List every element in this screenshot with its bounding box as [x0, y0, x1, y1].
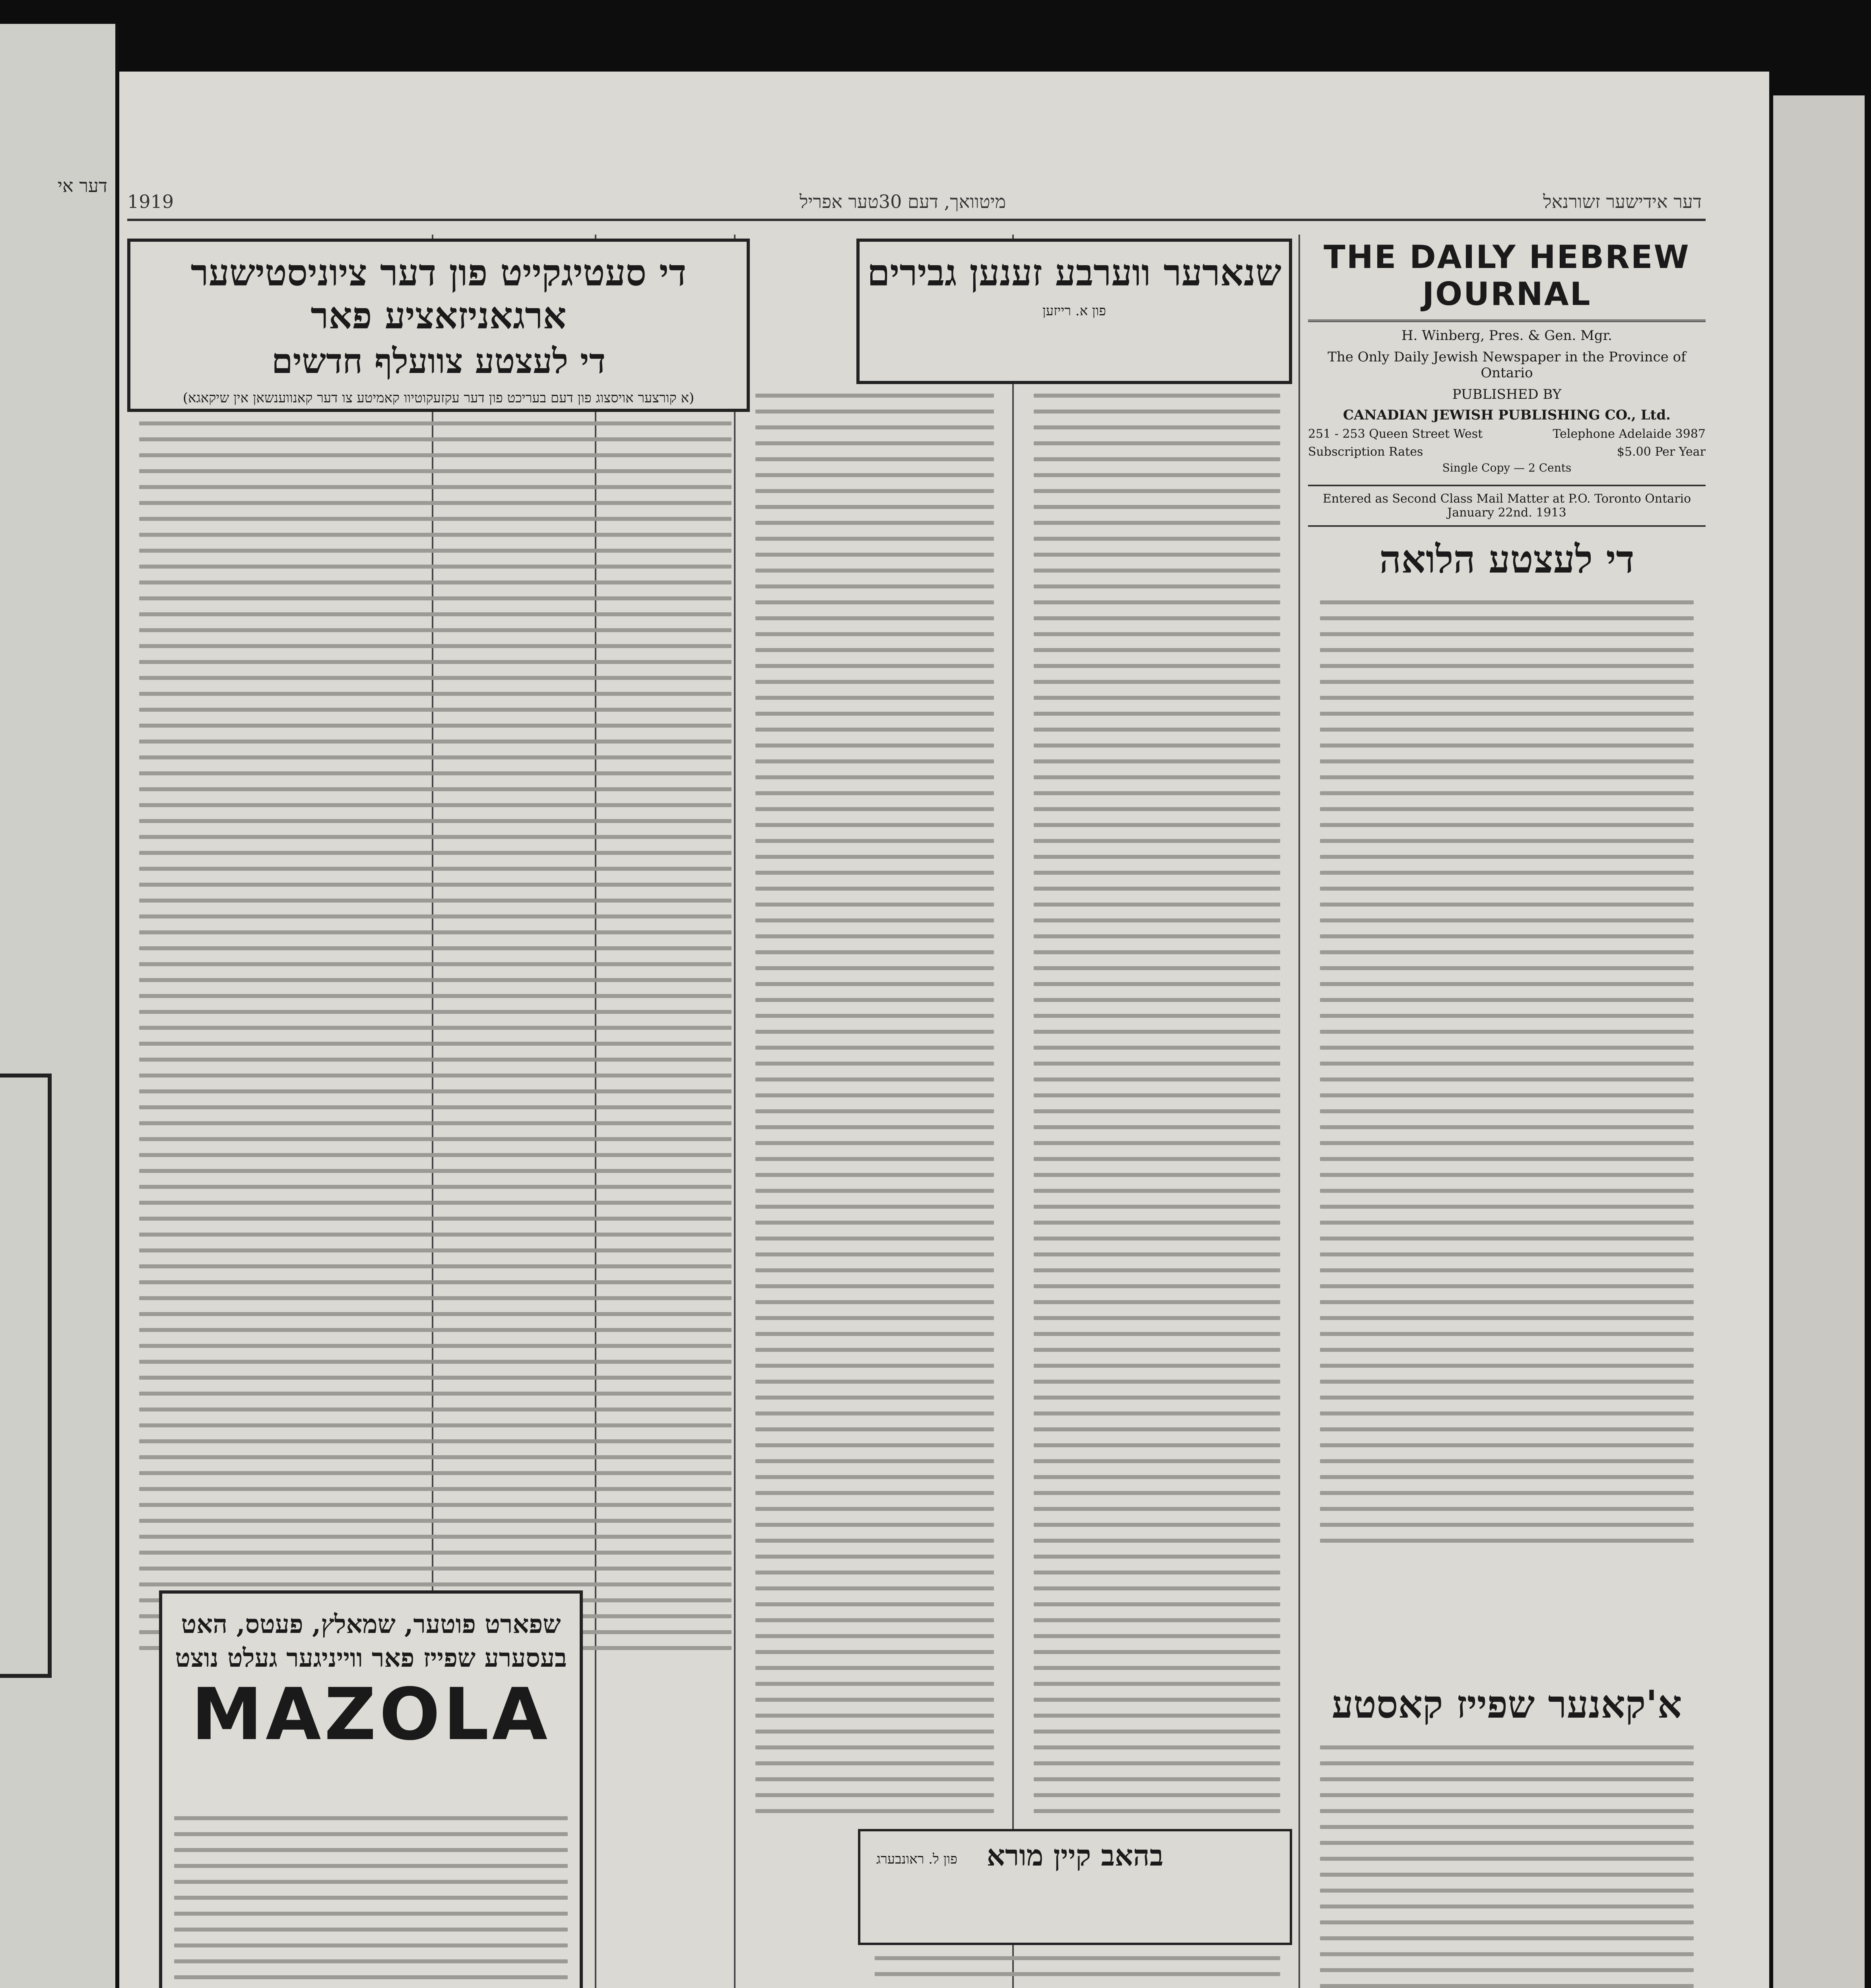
mazola-advertisement [159, 1590, 583, 1988]
poem-title: בהאב קיין מורא [986, 1839, 1164, 1872]
folio-date: מיטוואך, דעם 30טער אפריל [799, 191, 1006, 212]
masthead-tagline: The Only Daily Jewish Newspaper in the Province of Ontario [1328, 349, 1686, 381]
masthead-telephone: Telephone Adelaide 3987 [1553, 427, 1706, 441]
editorial2-body [1320, 1745, 1694, 1988]
ad-headline-1: שפארט פוטער, שמאלץ, פעטס, האט [181, 1609, 561, 1639]
top-rule [127, 219, 1706, 221]
poem-body [863, 1948, 1292, 1988]
masthead-price: $5.00 Per Year [1617, 445, 1706, 459]
masthead-published-by: PUBLISHED BY [1452, 386, 1562, 402]
ad-headline-2: בעסערע שפייז פאר ווייניגער געלט נוצט [175, 1643, 567, 1673]
masthead-publisher: CANADIAN JEWISH PUBLISHING CO., Ltd. [1343, 407, 1671, 423]
zionist-article-byline: (א קורצער אויסצוג פון דעם בעריכט פון דער עקזעקוטיוו קאמיטע צו דער קאנווענשאן אין שיקאגא) [182, 390, 695, 406]
zionist-article-header [127, 239, 750, 412]
newspaper-page [119, 72, 1769, 1988]
zionist-article-title-2: די לעצטע צוועלף חדשים [271, 341, 606, 381]
masthead-address: 251 - 253 Queen Street West [1308, 427, 1483, 441]
masthead-president: H. Winberg, Pres. & Gen. Mgr. [1401, 328, 1612, 344]
adjacent-page-fragment: דער אי [57, 175, 107, 196]
editorial-body [1320, 600, 1694, 1650]
folio-year: 1919 [127, 191, 174, 212]
editorial2-heading: א'קאנער שפייז קאסטע [1331, 1682, 1682, 1727]
adjacent-ad-border [0, 1074, 52, 1678]
column-rule [1298, 235, 1300, 1988]
masthead-title: THE DAILY HEBREW JOURNAL [1308, 239, 1706, 322]
ad-brand: MAZOLA [191, 1673, 551, 1756]
center-column-right [1022, 235, 1292, 1988]
film-frame-edge [1773, 95, 1865, 1988]
zionist-article-title-1: די סעטיגקייט פון דער ציוניסטישער ארגאניזאציע פאר [190, 251, 687, 337]
poem-byline: פון ל. ראונבערג [876, 1851, 957, 1867]
ad-body-text [174, 1816, 568, 1988]
masthead-subscription: Subscription Rates [1308, 445, 1423, 459]
column-rule [1012, 235, 1014, 1988]
masthead-mail-entry: Entered as Second Class Mail Matter at P.O. Toronto Ontario January 22nd. 1913 [1308, 485, 1706, 527]
center-column-left [743, 235, 1006, 1988]
center-article-byline: פון א. רייזען [1042, 303, 1106, 319]
poem-header-box [858, 1829, 1292, 1945]
adjacent-page-strip [0, 24, 118, 1988]
editorial-heading: די לעצטע הלואה [1379, 537, 1634, 582]
folio-title: דער אידישער זשורנאל [1543, 191, 1702, 212]
center-article-title: שנארער ווערבע זענען גבירים [867, 251, 1282, 294]
editorial-column [1308, 235, 1706, 1988]
masthead-single-copy: Single Copy — 2 Cents [1442, 461, 1572, 474]
